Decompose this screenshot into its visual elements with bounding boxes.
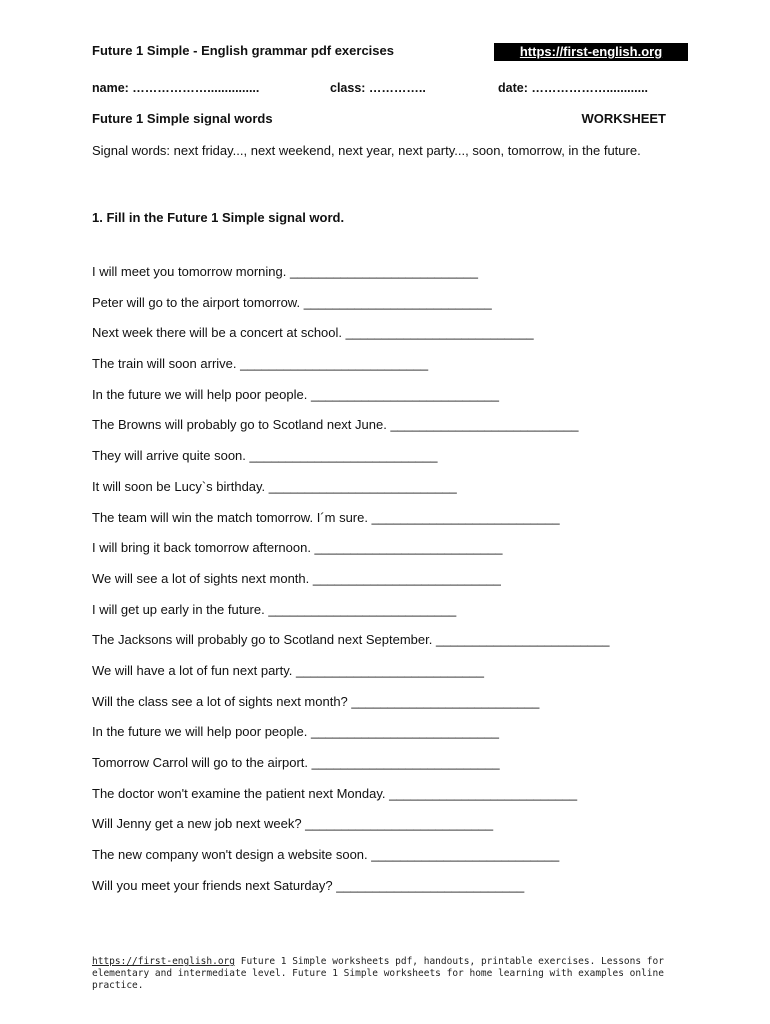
worksheet-subtitle: Future 1 Simple signal words: [92, 111, 273, 126]
exercise-item: It will soon be Lucy`s birthday. __________________________: [92, 478, 457, 494]
exercise-item: In the future we will help poor people. __________________________: [92, 386, 499, 402]
name-field: name: ………………...............: [92, 81, 260, 95]
exercise-item: They will arrive quite soon. __________________________: [92, 448, 438, 464]
exercise-list: [92, 264, 610, 908]
footer-text: Future 1 Simple worksheets pdf, handouts, printable exercises. Lessons for elementary and intermediate level. Future 1 Simple worksheets for home learning with examples online practice.: [92, 956, 664, 991]
exercise-item: Next week there will be a concert at school. __________________________: [92, 325, 534, 341]
exercise-item: The doctor won't examine the patient next Monday. __________________________: [92, 785, 578, 801]
exercise-item: Peter will go to the airport tomorrow. __________________________: [92, 294, 492, 310]
date-field: date: ………………............: [498, 81, 649, 95]
signal-words-text: Signal words: next friday..., next weekend, next year, next party..., soon, tomorrow, in the future.: [92, 143, 641, 158]
exercise-item: The train will soon arrive. __________________________: [92, 356, 429, 372]
exercise-item: The new company won't design a website soon. __________________________: [92, 847, 560, 863]
exercise-item: Will the class see a lot of sights next month? __________________________: [92, 693, 540, 709]
exercise-item: I will get up early in the future. __________________________: [92, 601, 457, 617]
footer: [92, 956, 692, 992]
exercise-item: The Browns will probably go to Scotland next June. __________________________: [92, 417, 579, 433]
exercise-item: Will Jenny get a new job next week? __________________________: [92, 816, 494, 832]
exercise-item: The Jacksons will probably go to Scotland next September. ________________________: [92, 632, 610, 648]
exercise-heading: 1. Fill in the Future 1 Simple signal word.: [92, 210, 345, 225]
exercise-item: In the future we will help poor people. __________________________: [92, 724, 499, 740]
class-field: class: …………..: [330, 81, 426, 95]
exercise-item: I will bring it back tomorrow afternoon. __________________________: [92, 540, 503, 556]
exercise-item: I will meet you tomorrow morning. __________________________: [92, 264, 478, 279]
worksheet-label: WORKSHEET: [581, 111, 666, 126]
exercise-item: The team will win the match tomorrow. I´m sure. __________________________: [92, 509, 560, 525]
exercise-item: We will see a lot of sights next month. __________________________: [92, 570, 501, 586]
footer-link[interactable]: https://first-english.org: [92, 956, 235, 967]
site-url-link[interactable]: https://first-english.org: [494, 43, 688, 61]
exercise-item: Will you meet your friends next Saturday? __________________________: [92, 877, 525, 893]
exercise-item: We will have a lot of fun next party. __________________________: [92, 662, 484, 678]
exercise-item: Tomorrow Carrol will go to the airport. __________________________: [92, 755, 500, 770]
page-title: Future 1 Simple - English grammar pdf exercises: [92, 43, 394, 58]
